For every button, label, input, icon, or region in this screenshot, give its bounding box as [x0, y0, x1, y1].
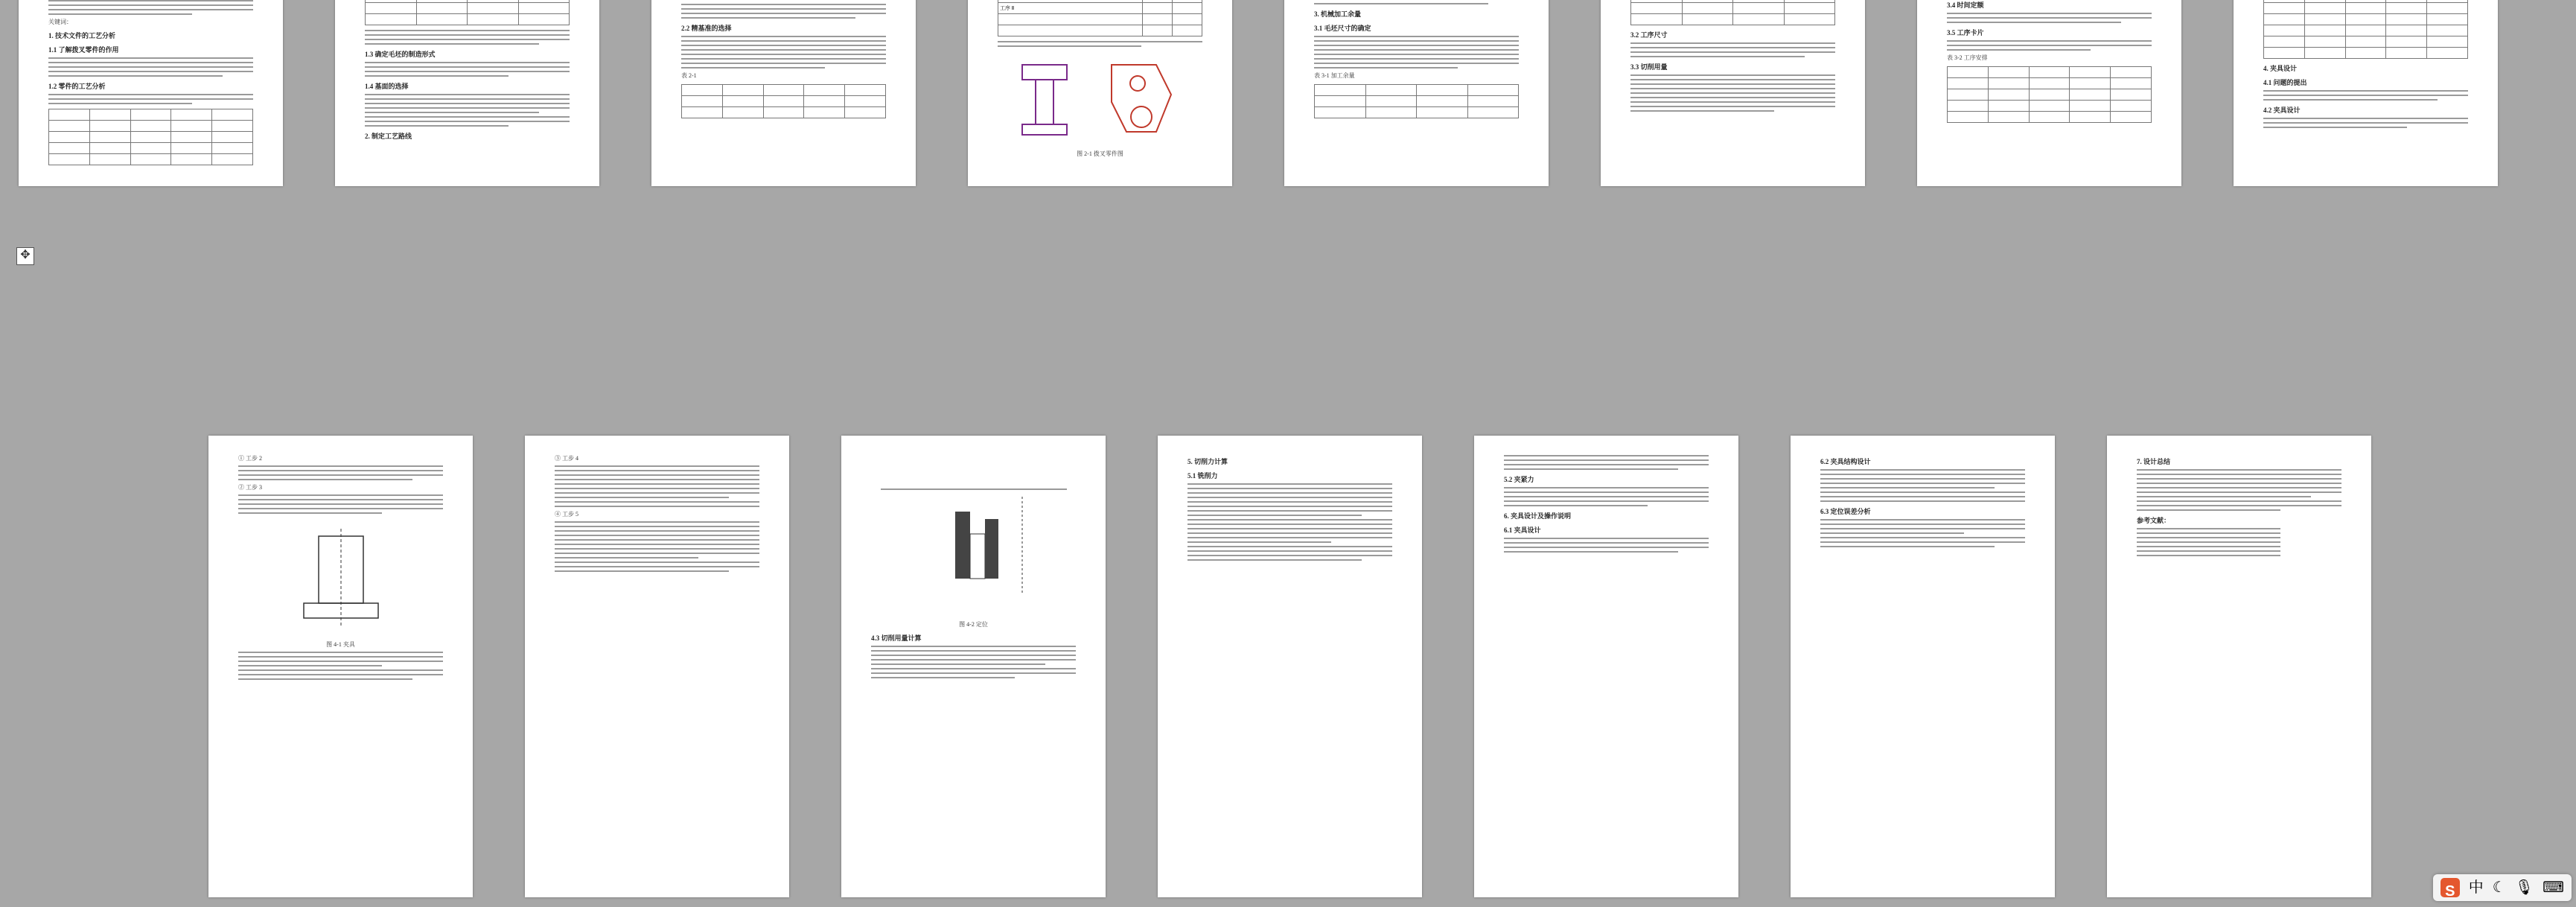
section-heading: [681, 0, 886, 1]
document-page: [1474, 436, 1738, 897]
section-heading: 3.1 毛坯尺寸的确定: [1314, 25, 1371, 32]
section-heading: 1.3 确定毛坯的制造形式: [365, 51, 436, 58]
section-heading: 3.5 工序卡片: [1947, 29, 1984, 36]
data-table: [1314, 84, 1519, 118]
data-table: [1630, 0, 1835, 25]
keywords-label: 关键词：: [48, 19, 72, 25]
table-cell: 工序 Ⅱ: [998, 3, 1143, 14]
section-heading: 6.2 夹具结构设计: [1820, 458, 1871, 465]
figure-caption: 图 4-2 定位: [959, 621, 988, 628]
document-page: [335, 0, 599, 186]
section-heading: 4.2 夹具设计: [2263, 106, 2301, 114]
section-heading: 4. 夹具设计: [2263, 65, 2298, 72]
data-table: [681, 84, 886, 118]
section-heading: 1.2 零件的工艺分析: [48, 83, 106, 90]
figure-caption: 图 2-1 拨叉零件图: [1077, 150, 1123, 157]
step-heading: ① 工步 2: [238, 455, 262, 462]
document-page: [208, 436, 473, 897]
keyboard-icon[interactable]: ⌨: [2542, 879, 2564, 896]
section-heading: 2.2 精基准的选择: [681, 25, 732, 32]
section-heading: 3.3 切削用量: [1630, 63, 1668, 71]
figure-caption: 图 4-1 夹具: [326, 641, 355, 648]
document-page: [1791, 436, 2055, 897]
ime-logo-icon[interactable]: S: [2440, 878, 2460, 897]
section-heading: 6.1 夹具设计: [1504, 526, 1541, 534]
move-handle-icon[interactable]: ✥: [16, 247, 34, 265]
section-heading: 5.1 铣削力: [1187, 472, 1218, 480]
table-caption: 表 3-1 加工余量: [1314, 72, 1355, 79]
document-page: [841, 436, 1106, 897]
data-table: [2263, 0, 2468, 59]
clamping-diagram: [873, 467, 1074, 616]
data-table: [998, 0, 1202, 36]
data-table: [365, 0, 570, 25]
section-heading: 3.2 工序尺寸: [1630, 31, 1668, 39]
section-heading: 4.3 切削用量计算: [871, 634, 922, 642]
section-heading: 参考文献：: [2137, 517, 2171, 524]
section-heading: 3.4 时间定额: [1947, 1, 1984, 9]
data-table: [1947, 66, 2152, 123]
mic-icon[interactable]: 🎙: [2514, 879, 2534, 896]
document-page: [968, 0, 1232, 186]
step-heading: ② 工步 3: [238, 484, 262, 491]
section-heading: 6. 夹具设计及操作说明: [1504, 512, 1572, 520]
section-heading: 1.1 了解拨叉零件的作用: [48, 46, 119, 54]
moon-icon[interactable]: ☾: [2492, 879, 2506, 896]
document-page: [1158, 436, 1422, 897]
table-caption: 表 3-2 工序安排: [1947, 54, 1988, 61]
data-table: [48, 109, 253, 165]
step-heading: ④ 工步 5: [555, 511, 578, 518]
section-heading: 3. 机械加工余量: [1314, 10, 1362, 18]
section-heading: 5.2 夹紧力: [1504, 476, 1534, 483]
document-page: [651, 0, 916, 186]
table-caption: 表 2-1: [681, 72, 697, 79]
section-heading: 7. 设计总结: [2137, 458, 2171, 465]
part-drawing-figure: [1007, 50, 1193, 147]
document-page: [1601, 0, 1865, 186]
document-page: [1917, 0, 2181, 186]
section-heading: 1.4 基面的选择: [365, 83, 409, 90]
fixture-figure: [267, 521, 415, 633]
ime-language-toggle[interactable]: 中: [2468, 879, 2484, 896]
document-page: [2234, 0, 2498, 186]
document-page: [525, 436, 789, 897]
section-heading: 5. 切削力计算: [1187, 458, 1228, 465]
section-heading: 6.3 定位误差分析: [1820, 508, 1871, 515]
document-page: [2107, 436, 2371, 897]
section-heading: 2. 制定工艺路线: [365, 133, 412, 140]
document-page: [1284, 0, 1549, 186]
document-page: [19, 0, 283, 186]
step-heading: ③ 工步 4: [555, 455, 578, 462]
section-heading: 1. 技术文件的工艺分析: [48, 32, 116, 39]
section-heading: 4.1 问题的提出: [2263, 79, 2307, 86]
ime-toolbar[interactable]: [2433, 874, 2572, 901]
